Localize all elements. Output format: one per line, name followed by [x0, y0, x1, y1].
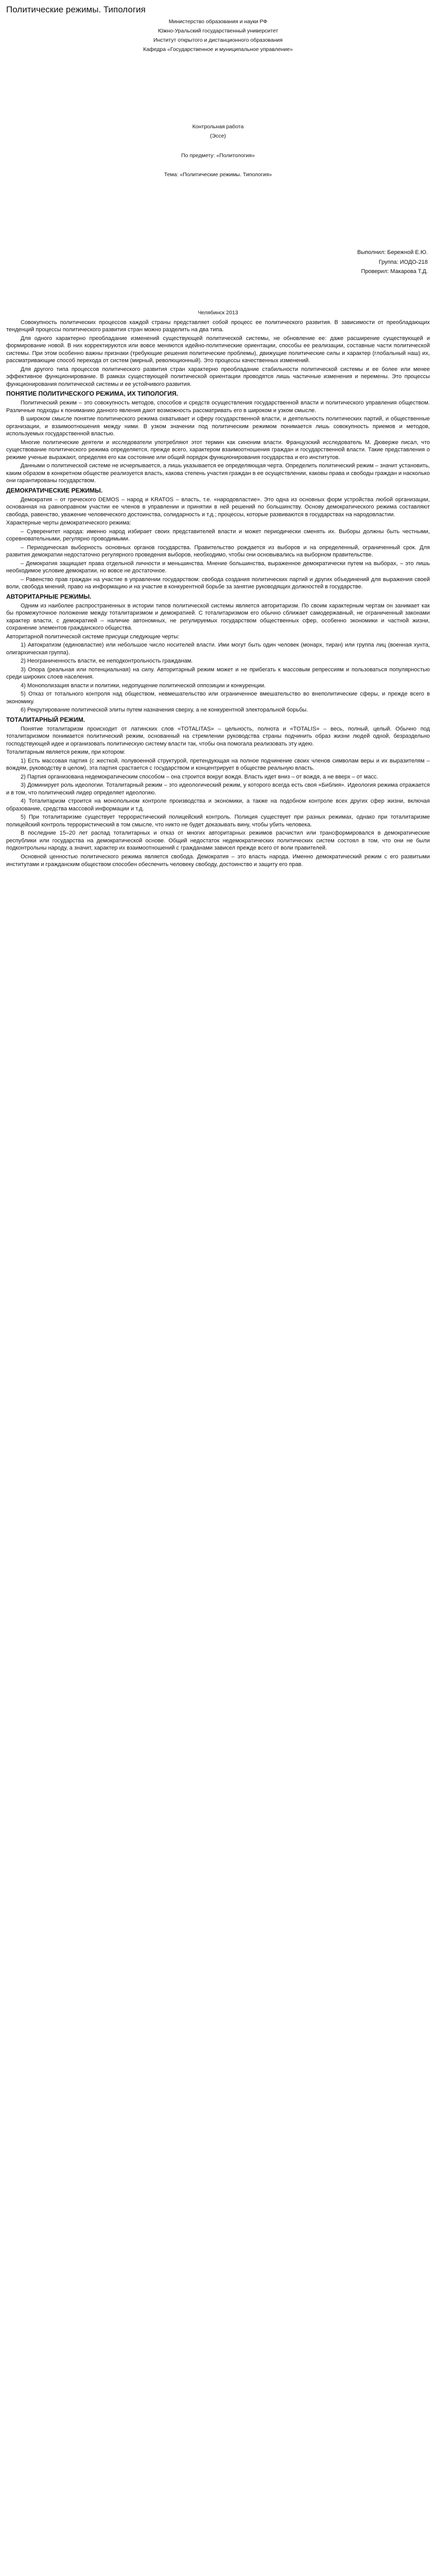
section-paragraph: – Демократия защищает права отдельной личности и меньшинства. Мнение большинства, выраженное демократически путем на выборах, – это лишь необходимое условие демократии, но вовсе не достаточное.: [6, 560, 430, 574]
section-heading: ПОНЯТИЕ ПОЛИТИЧЕСКОГО РЕЖИМА, ИХ ТИПОЛОГИЯ.: [6, 390, 178, 398]
title-page-header: [0, 15, 436, 53]
section-paragraph: В широком смысле понятие политического режима охватывает и сферу государственной власти, и деятельность политических партий, и общественные организации, и взаимоотношения между ними. В узком значении под политическим режимом понимается лишь совокупность приемов и методов, используемых государственной властью.: [6, 416, 430, 437]
section-heading: АВТОРИТАРНЫЕ РЕЖИМЫ.: [6, 592, 92, 600]
institute-line: Институт открытого и дистанционного образования: [153, 37, 283, 44]
department-line: Кафедра «Государственное и муниципальное управление»: [143, 46, 293, 53]
section-paragraph: – Периодическая выборность основных органов государства. Правительство рождается из выборов и на определенный, ограниченный срок. Для развития демократии недостаточно регулярного проведения выборов, необходимо, чтобы они основывались на выборном правительстве.: [6, 544, 430, 558]
section-paragraph: 6) Рекрутирование политической элиты путем назначения сверху, а не конкурентной электоральной борьбы.: [21, 707, 308, 714]
intro-paragraph: Для одного характерно преобладание изменений существующей политической системы, не обновление ее: даже расширение существующей и формирование новой. В них корректируются или вовсе меняются идейно-политические ориентации, способы ее реализации, составные части политической системы. При этом особенно важны признаки (требующие решения политические проблемы), движущие политические силы и характер (глобальный наш) их, рассматривающие способ перехода от систем (мирный, революционный). Это процессы качественных изменений.: [6, 335, 430, 364]
work-form: (Эссе): [210, 132, 226, 139]
university-line: Южно-Уральский государственный университет: [158, 28, 278, 35]
group-line: Группа: ИОДО-218: [378, 259, 428, 265]
section-paragraph: Одним из наиболее распространенных в истории типов политической системы является авторитаризм. По своим характерным чертам он занимает как бы промежуточное положение между тоталитаризмом и демократией. С тоталитаризмом его обычно сближает самодержавный, не ограниченный законами характер власти, с демократией – наличие автономных, не регулируемых государством общественных сфер, особенно экономики и частной жизни, сохранение элементов гражданского общества.: [6, 602, 430, 632]
section-paragraph: Понятие тоталитаризм происходит от латинских слов «TOTALITAS» – цельность, полнота и «TOTALIS» – весь, полный, целый. Обычно под тоталитаризмом понимается политический режим, основанный на стремлении руководства страны подчинить образ жизни людей одной, безраздельно господствующей идее и организовать политическую систему власти так, чтобы она помогала реализовать эту идею.: [6, 725, 430, 747]
section-paragraph: 4) Тоталитаризм строится на монопольном контроле производства и экономики, а также на подобном контроле всех других сфер жизни, включая образование, средства массовой информации и т.д.: [6, 798, 430, 812]
section-paragraph: – Суверенитет народа: именно народ избирает своих представителей власти и может периодически сменять их. Выборы должны быть честными, соревновательными, регулярно проводимыми.: [6, 528, 430, 543]
intro-paragraph: Для другого типа процессов политического развития стран характерно преобладание стабильности политической системы и ее более или менее эффективное функционирование. В рамках существующей политической ориентации проводятся лишь частичные изменения и перемены. Это процессы функционирования политической системы и ее устойчивого развития.: [6, 366, 430, 387]
work-info: [0, 124, 436, 179]
section-paragraph: Многие политические деятели и исследователи употребляют этот термин как синоним власти. Французский исследователь М. Дюверже писал, что существование политического режима определяется, прежде всего, характером взаимоотношения граждан и государственной власти. Такие представления о режиме ученые выражают, определяя его как состояние или общий порядок функционирования государства и его институтов.: [6, 439, 430, 461]
executor-line: Выполнил: Бережной Е.Ю.: [357, 249, 428, 256]
section-paragraph: Авторитарной политической системе присущи следующие черты:: [6, 633, 180, 640]
section-paragraph: Демократия – от греческого DEMOS – народ и KRATOS – власть, т.е. «народовластие». Это одна из основных форм устройства любой организации, основанная на равноправном участии ее членов в управлении и принятии в ней решений по большинству. Основу демократического режима составляют свобода, равенство, уважение человеческого достоинства, солидарность и т.д.; процессы, которые развиваются в государствах на народовластии.: [6, 496, 430, 518]
checker-line: Проверил: Макарова Т.Д.: [361, 268, 428, 275]
section-paragraph: 1) Есть массовая партия (с жесткой, полувоенной структурой, претендующая на полное подчинение своих членов символам веры и их выразителям – вождям, руководству в целом), эта партия срастается с государством и концентрирует в обществе реальную власть.: [6, 757, 430, 772]
section-paragraph: В последние 15–20 лет распад тоталитарных и отказ от многих авторитарных режимов расчистил или трансформировался в демократические республики или государства на демократической основе. Общий недостаток недемократических политических систем состоял в том, что они не были подконтрольны народу, а значит, характер их взаимоотношений с гражданами зависел прежде всего от воли правителей.: [6, 830, 430, 852]
topic-line: Тема: «Политические режимы. Типология»: [164, 172, 272, 178]
document-title: Политические режимы. Типология: [6, 5, 146, 14]
city-year: Челябинск 2013: [198, 309, 238, 316]
section-paragraph: 4) Монополизация власти и политики, недопущение политической оппозиции и конкуренции.: [21, 682, 266, 689]
section-paragraph: 3) Опора (реальная или потенциальная) на силу. Авторитарный режим может и не прибегать к массовым репрессиям и пользоваться популярностью среди широких слоев населения.: [6, 666, 430, 681]
section-paragraph: 5) При тоталитаризме существует террористический полицейский контроль. Полиция существует при разных режимах, однако при тоталитаризме полицейский контроль террористический в том смысле, что никто не будет доказывать вину, чтобы убить человека.: [6, 814, 430, 828]
work-type: Контрольная работа: [192, 123, 244, 130]
authors-block: [0, 249, 436, 276]
section-paragraph: Основной ценностью политического режима является свобода. Демократия – это власть народа. Именно демократический режим с его развитыми институтами и гражданским обществом способен обеспечить человеку свободу, достоинство и защиту его прав.: [6, 854, 430, 868]
section-paragraph: Характерные черты демократического режима:: [6, 520, 131, 527]
section-heading: ТОТАЛИТАРНЫЙ РЕЖИМ.: [6, 716, 85, 723]
document-body: [0, 319, 436, 868]
section-paragraph: Политический режим – это совокупность методов, способов и средств осуществления государственной власти и политического управления обществом. Различные подходы к пониманию данного явления дают возможность рассматривать его в широком и узком смысле.: [6, 400, 430, 414]
section-paragraph: 1) Автократизм (единовластие) или небольшое число носителей власти. Ими могут быть один человек (монарх, тиран) или группа лиц (военная хунта, олигархическая группа).: [6, 642, 430, 656]
intro-paragraph: Совокупность политических процессов каждой страны представляет собой процесс ее политического развития. В зависимости от преобладающих тенденций процессы политического развития стран можно разделить на два типа.: [6, 319, 430, 333]
section-paragraph: 5) Отказ от тотального контроля над обществом, невмешательство или ограниченное вмешательство во внеполитические сферы, и прежде всего в экономику.: [6, 691, 430, 705]
section-paragraph: 2) Партия организована недемократическим способом – она строится вокруг вождя. Власть идет вниз – от вождя, а не вверх – от масс.: [21, 773, 378, 780]
section-paragraph: – Равенство прав граждан на участие в управлении государством: свобода создания политических партий и других объединений для выражения своей воли, свобода мнений, право на информацию и на участие в конкурентной борьбе за занятие руководящих должностей в государстве.: [6, 576, 430, 590]
section-paragraph: Тоталитарным является режим, при котором:: [6, 749, 126, 756]
section-paragraph: 2) Неограниченность власти, ее неподконтрольность гражданам.: [21, 658, 193, 665]
section-heading: ДЕМОКРАТИЧЕСКИЕ РЕЖИМЫ.: [6, 486, 103, 494]
ministry-line: Министерство образования и науки РФ: [168, 19, 268, 25]
section-paragraph: Данными о политической системе не исчерпывается, а лишь указывается ее определяющая черта. Определить политический режим – значит установить, каким образом в конкретном обществе реализуется власть, какова степень участия граждан в ее осуществлении, каковы права и свободы граждан и насколько они гарантированы государством.: [6, 463, 430, 484]
subject-line: По предмету: «Политология»: [181, 152, 255, 159]
section-paragraph: 3) Доминирует роль идеологии. Тоталитарный режим – это идеологический режим, у которого всегда есть своя «Библия». Идеология режима отражается и в том, что политический лидер определяет идеологию.: [6, 782, 430, 796]
